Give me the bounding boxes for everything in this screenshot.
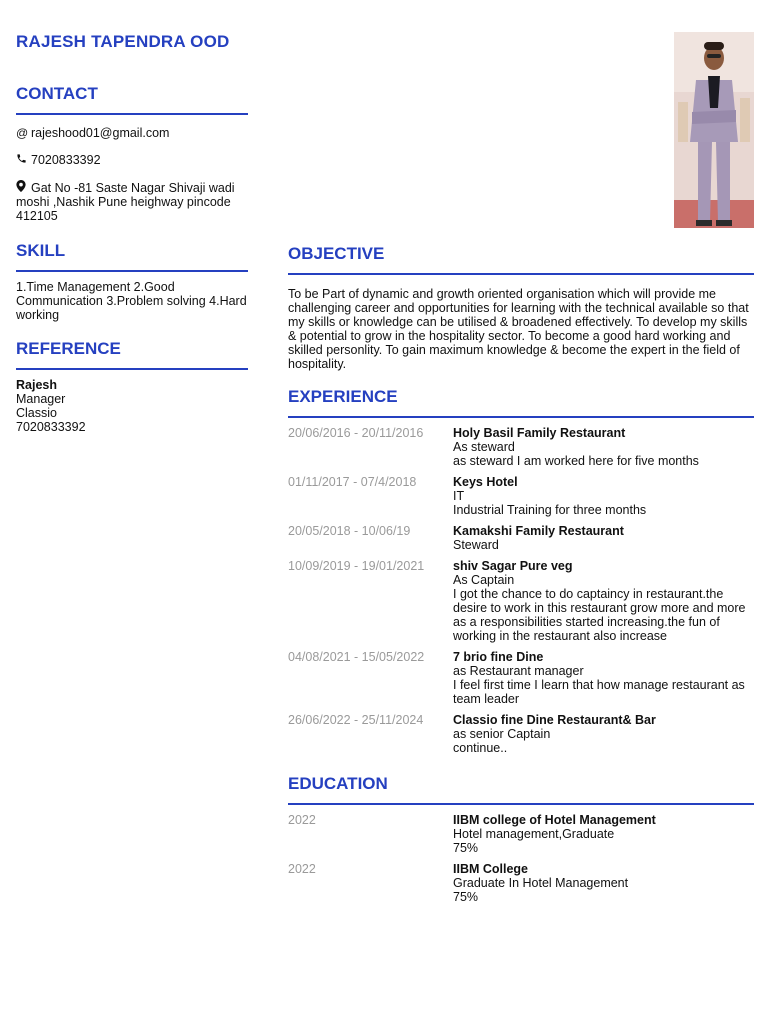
objective-section: [288, 244, 754, 371]
experience-desc: I got the chance to do captaincy in restaurant.the desire to work in this restaurant grow more and more as a responsibilities started increasing.the fun of working in the restaurant also increase: [453, 587, 746, 643]
experience-item: [288, 524, 754, 552]
education-year: 2022: [288, 813, 316, 827]
experience-role: As Captain: [453, 573, 515, 587]
objective-heading: OBJECTIVE: [288, 244, 385, 263]
experience-item: [288, 475, 754, 517]
experience-org: Keys Hotel: [453, 475, 518, 489]
education-year: 2022: [288, 862, 316, 876]
experience-dates: 10/09/2019 - 19/01/2021: [288, 559, 425, 573]
experience-role: as senior Captain: [453, 727, 551, 741]
experience-desc: as steward I am worked here for five months: [453, 454, 699, 468]
reference-name: Rajesh: [16, 378, 57, 392]
education-school: IIBM College: [453, 862, 529, 876]
address-text: Gat No -81 Saste Nagar Shivaji wadi moshi ,Nashik Pune heighway pincode 412105: [16, 181, 235, 223]
experience-heading: EXPERIENCE: [288, 387, 398, 406]
experience-item: [288, 426, 754, 468]
education-divider: [288, 803, 754, 805]
phone-line: [16, 153, 248, 167]
experience-dates: 04/08/2021 - 15/05/2022: [288, 650, 425, 664]
at-icon: @: [16, 126, 29, 140]
experience-dates: 20/06/2016 - 20/11/2016: [288, 426, 424, 440]
education-score: 75%: [453, 890, 479, 904]
reference-heading: REFERENCE: [16, 339, 121, 358]
skill-heading: SKILL: [16, 241, 66, 260]
experience-role: as Restaurant manager: [453, 664, 584, 678]
experience-divider: [288, 416, 754, 418]
reference-company: Classio: [16, 406, 57, 420]
profile-photo: [674, 32, 754, 228]
reference-section: [16, 339, 248, 434]
experience-org: Holy Basil Family Restaurant: [453, 426, 626, 440]
experience-role: As steward: [453, 440, 515, 454]
experience-section: [288, 387, 754, 755]
education-item: [288, 813, 754, 855]
left-column: [16, 84, 248, 434]
skill-text: 1.Time Management 2.Good Communication 3.Problem solving 4.Hard working: [16, 280, 247, 322]
contact-divider: [16, 113, 248, 115]
phone-text: 7020833392: [31, 153, 101, 167]
experience-item: [288, 559, 754, 643]
email-line: [16, 126, 248, 140]
experience-role: IT: [453, 489, 465, 503]
address-line: [16, 180, 248, 223]
education-degree: Hotel management,Graduate: [453, 827, 615, 841]
education-degree: Graduate In Hotel Management: [453, 876, 629, 890]
skill-divider: [16, 270, 248, 272]
experience-org: Kamakshi Family Restaurant: [453, 524, 624, 538]
candidate-name: RAJESH TAPENDRA OOD: [16, 32, 230, 51]
experience-dates: 26/06/2022 - 25/11/2024: [288, 713, 424, 727]
contact-heading: CONTACT: [16, 84, 98, 103]
experience-org: shiv Sagar Pure veg: [453, 559, 573, 573]
education-score: 75%: [453, 841, 479, 855]
education-item: [288, 862, 754, 904]
reference-phone: 7020833392: [16, 420, 86, 434]
experience-desc: continue..: [453, 741, 508, 755]
contact-section: [16, 84, 248, 223]
experience-desc: I feel first time I learn that how manage restaurant as team leader: [453, 678, 745, 706]
objective-divider: [288, 273, 754, 275]
experience-dates: 20/05/2018 - 10/06/19: [288, 524, 411, 538]
email-text: rajeshood01@gmail.com: [31, 126, 170, 140]
experience-role: Steward: [453, 538, 499, 552]
education-section: [288, 774, 754, 904]
experience-item: [288, 650, 754, 706]
experience-item: [288, 713, 754, 755]
reference-divider: [16, 368, 248, 370]
experience-org: 7 brio fine Dine: [453, 650, 544, 664]
location-pin-icon: [16, 180, 31, 195]
skill-section: [16, 241, 248, 322]
experience-org: Classio fine Dine Restaurant& Bar: [453, 713, 656, 727]
experience-dates: 01/11/2017 - 07/4/2018: [288, 475, 417, 489]
experience-desc: Industrial Training for three months: [453, 503, 647, 517]
reference-position: Manager: [16, 392, 66, 406]
education-heading: EDUCATION: [288, 774, 388, 793]
phone-icon: [16, 153, 31, 167]
objective-text: To be Part of dynamic and growth oriented organisation which will provide me challenging career and opportunities for learning with the technical available so that my skills or knowledge can be utilised & broadened effectively. To develop my skills & potential to grow in the hospitality sector. To become a good hard working and skilled personlity. To gain maximum knowledge & become the expert in the field of hospitality.: [288, 287, 749, 371]
education-school: IIBM college of Hotel Management: [453, 813, 656, 827]
